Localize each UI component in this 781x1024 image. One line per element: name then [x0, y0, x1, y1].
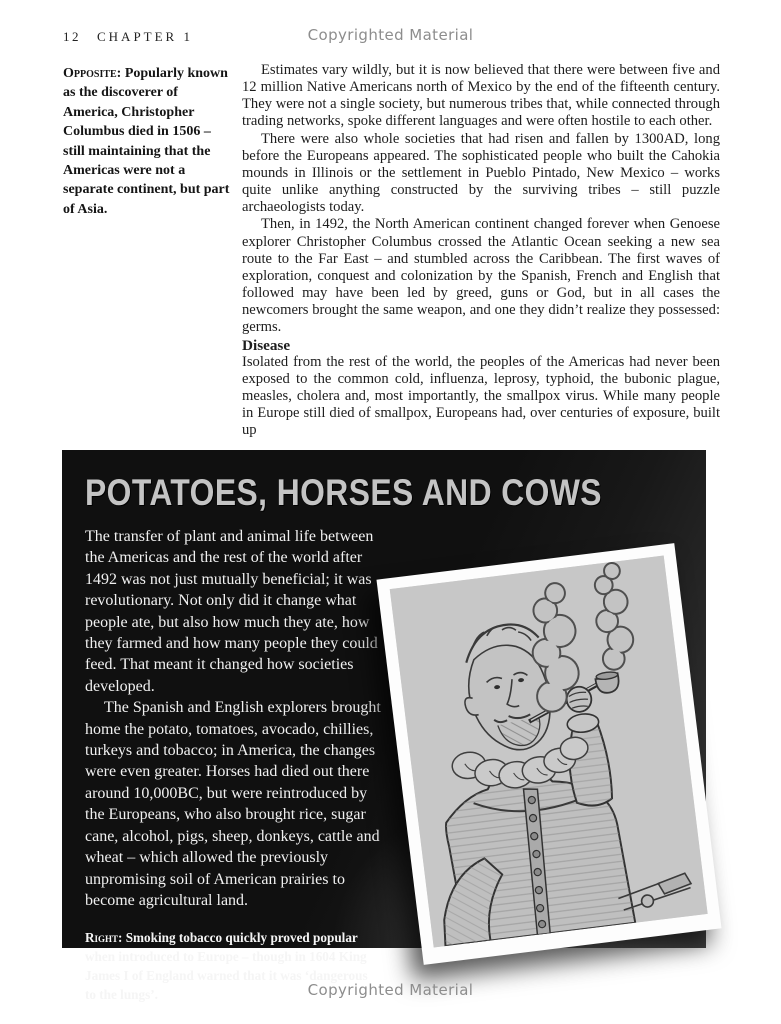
caption-text: Smoking tobacco quickly proved popular when introduced to Europe – though in 1604 King James I of England warned that it was ‘dangerous to the lungs’.: [85, 930, 368, 1003]
chapter-label: CHAPTER 1: [97, 29, 193, 44]
engraving-card-area: [394, 546, 704, 962]
body-paragraph: Estimates vary wildly, but it is now believed that there were between five and 12 million Native Americans north of Mexico by the end of the fifteenth century. They were not a single society, but numerous tribes that, while connected through trading networks, spoke different languages and were often hostile to each other.: [242, 62, 720, 130]
woodcut-man-smoking-pipe-illustration: [390, 556, 708, 948]
margin-note-text: Popularly known as the discoverer of America, Christopher Columbus died in 1506 – still maintaining that the Americas were not a separate continent, but part of Asia.: [63, 66, 230, 217]
main-text-column: [242, 62, 720, 439]
feature-box-paragraph: The Spanish and English explorers brought home the potato, tomatoes, avocado, chillies, turkeys and tobacco; in America, the changes were even greater. Horses had died out there around 10,000BC, but were reintroduced by the Europeans, who also brought rice, sugar cane, alcohol, pigs, sheep, donkeys, cattle and wheat – which allowed the previously unpromising soil of American prairies to become agricultural land.: [85, 699, 381, 909]
engraving-card: [376, 543, 721, 965]
margin-note: [63, 64, 235, 219]
caption-label: Right:: [85, 930, 123, 946]
section-paragraph: Isolated from the rest of the world, the peoples of the Americas had never been exposed to the common cold, influenza, leprosy, typhoid, the bubonic plague, measles, cholera and, most importantly, the smallpox virus. While many people in Europe still died of smallpox, Europeans had, over centuries of exposure, built up: [242, 353, 720, 439]
section-heading-disease: Disease: [242, 336, 291, 354]
feature-box-paragraph: The transfer of plant and animal life between the Americas and the rest of the world after 1492 was not just mutually beneficial; it was revolutionary. Not only did it change what people ate, but also how much they ate, how they farmed and how many people they could feed. That meant it changed how societies developed.: [85, 528, 378, 695]
watermark-top: Copyrighted Material: [307, 26, 474, 44]
page-number: 12: [63, 29, 81, 44]
body-paragraph: Then, in 1492, the North American continent changed forever when Genoese explorer Christopher Columbus crossed the Atlantic Ocean seeking a new sea route to the Far East – and stumbled across the Caribbean. The first waves of exploration, conquest and colonization by the Spanish, French and English that followed may have been led by greed, guns or God, but in all cases the newcomers brought the same weapon, and one they didn’t realize they possessed: germs.: [242, 216, 720, 336]
watermark-bottom: Copyrighted Material: [307, 981, 474, 999]
body-paragraph: There were also whole societies that had risen and fallen by 1300AD, long before the Europeans appeared. The sophisticated people who built the Cahokia mounds in Illinois or the settlement in Pueblo Pintado, New Mexico – works quite unlike anything constructed by the surviving tribes – still puzzle archaeologists today.: [242, 130, 720, 216]
margin-note-label: Opposite:: [63, 66, 122, 81]
feature-box-title: POTATOES, HORSES AND COWS: [85, 472, 602, 513]
